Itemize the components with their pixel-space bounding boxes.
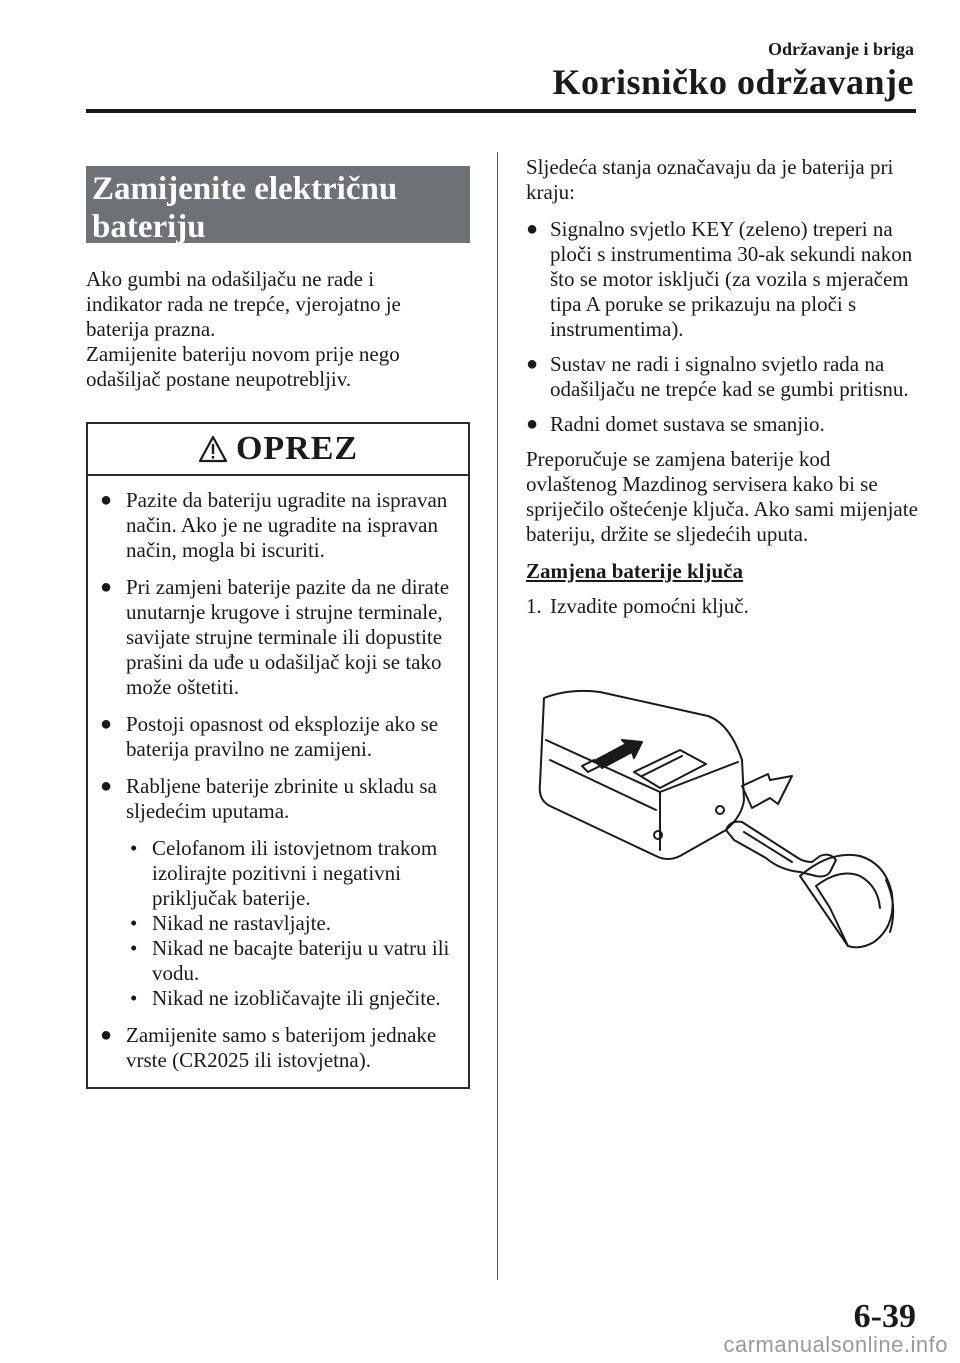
caution-item [100,1023,458,1073]
section-title-box [86,166,470,243]
bullet-icon: ● [526,218,539,240]
bullet-icon: ● [526,353,539,375]
bullet-icon: ● [100,576,113,598]
column-divider [497,152,498,1280]
section-name: Održavanje i briga [768,39,914,59]
page-header [553,38,914,104]
caution-item-text: Postoji opasnost od eksplozije ako se baterija pravilno ne zamijeni. [126,712,439,761]
sub-item-text: Nikad ne izobličavajte ili gnječite. [152,986,441,1010]
bullet-icon: ● [100,489,113,511]
bullet-icon: ● [100,713,113,735]
sub-list-item [126,911,458,936]
battery-low-item [526,412,918,437]
caution-item [100,774,458,824]
intro-line: baterija prazna. [86,317,216,341]
sub-list-item [126,836,458,911]
caution-item-text: Zamijenite samo s baterijom jednake vrste (CR2025 ili istovjetna). [126,1023,437,1072]
page-number: 6-39 [853,1298,916,1335]
battery-low-list [526,217,918,437]
caution-item-text: Pazite da bateriju ugradite na ispravan način. Ako je ne ugradite na ispravan način, mogla bi iscuriti. [126,488,448,562]
bullet-icon: ● [526,413,539,435]
sub-item-text: Celofanom ili istovjetnom trakom izolirajte pozitivni i negativni priključak baterije. [152,836,438,910]
bullet-icon: ● [100,1024,113,1046]
disposal-sub-list [126,836,458,1011]
chapter-title: Korisničko održavanje [552,62,914,102]
caution-item-text: Rabljene baterije zbrinite u skladu sa sljedećim uputama. [126,774,437,823]
sub-item-text: Nikad ne rastavljajte. [152,911,332,935]
left-column [86,166,470,1089]
step-number: 1. [526,594,542,618]
caution-item [100,488,458,563]
intro-line: indikator rada ne trepće, vjerojatno je [86,292,401,316]
key-removal-illustration [530,680,920,960]
sub-bullet-icon: • [130,836,138,860]
procedure-subheading: Zamjena baterije ključa [526,559,743,583]
watermark: carmanualsonline.info [723,1332,948,1357]
caution-label: OPREZ [235,430,359,467]
bullet-icon: ● [100,775,113,797]
intro-text [86,267,470,392]
procedure-step [526,594,918,619]
battery-low-item-text: Radni domet sustava se smanjio. [550,412,825,436]
caution-item [100,575,458,700]
caution-body [88,476,468,1087]
battery-low-item [526,217,918,342]
battery-low-item-text: Sustav ne radi i signalno svjetlo rada na odašiljaču ne trepće kad se gumbi pritisnu. [550,352,909,401]
battery-low-item [526,352,918,402]
step-text: Izvadite pomoćni ključ. [550,594,749,618]
sub-item-text: Nikad ne bacajte bateriju u vatru ili vodu. [152,936,450,985]
sub-list-item [126,986,458,1011]
right-column [526,155,918,619]
section-title-line-2: bateriju [92,209,206,245]
sub-list-item [126,936,458,986]
sub-bullet-icon: • [130,911,138,935]
battery-low-item-text: Signalno svjetlo KEY (zeleno) treperi na ploči s instrumentima 30-ak sekundi nakon što se motor isključi (za vozila s mjeračem tipa A poruke se prikazuju na ploči s instrumentima). [550,217,913,341]
caution-header [88,424,468,476]
service-advice: Preporučuje se zamjena baterije kod ovlaštenog Mazdinog servisera kako bi se spriječilo oštećenje ključa. Ako sami mijenjate bateriju, držite se sljedećih uputa. [526,447,918,546]
caution-item [100,712,458,762]
sub-bullet-icon: • [130,986,138,1010]
battery-low-intro: Sljedeća stanja označavaju da je baterija pri kraju: [526,155,894,204]
section-title-line-1: Zamijenite električnu [92,171,398,207]
intro-line: Ako gumbi na odašiljaču ne rade i [86,267,375,291]
intro-line: Zamijenite bateriju novom prije nego [86,342,400,366]
header-rule [86,109,916,113]
caution-box [86,422,470,1089]
warning-triangle-icon [198,435,228,463]
intro-line: odašiljač postane neupotrebljiv. [86,367,352,391]
caution-item-text: Pri zamjeni baterije pazite da ne dirate unutarnje krugove i strujne terminale, savijate strujne terminale ili dopustite prašini da uđe u odašiljač koji se tako može oštetiti. [126,575,450,699]
sub-bullet-icon: • [130,936,138,960]
